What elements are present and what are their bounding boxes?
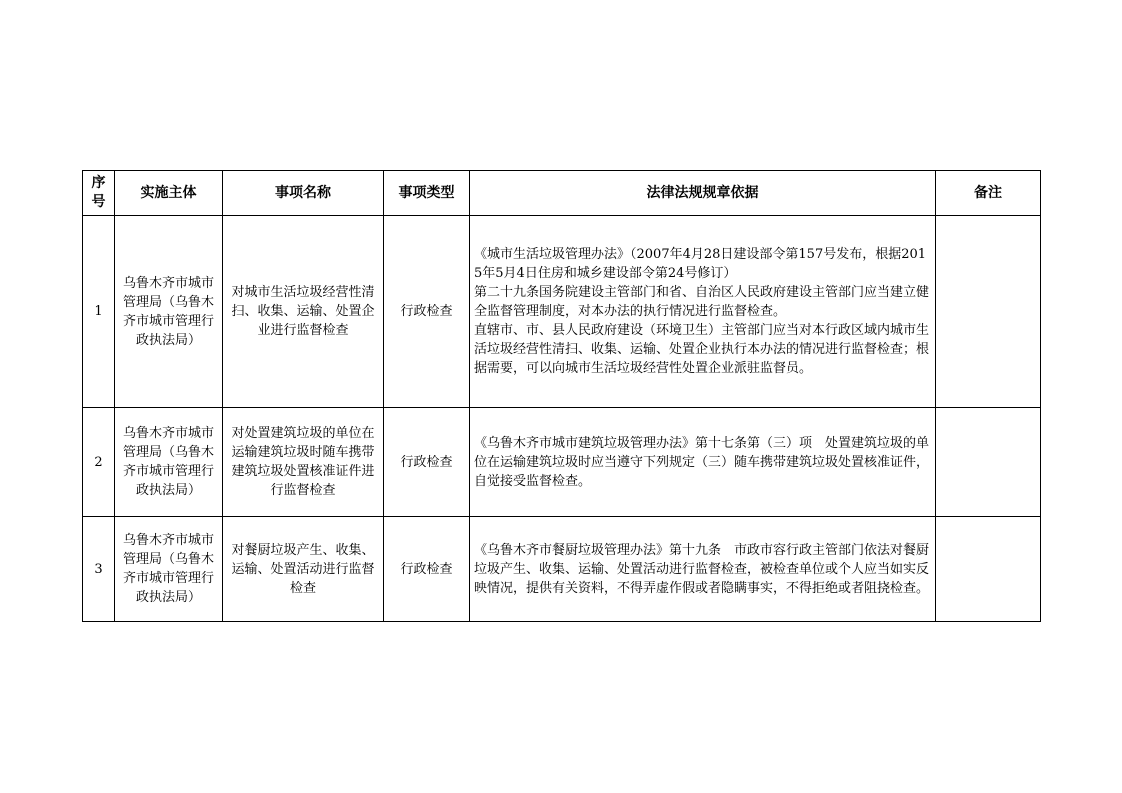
row-agency: 乌鲁木齐市城市管理局（乌鲁木齐市城市管理行政执法局）: [115, 216, 223, 408]
legal-basis-paragraph: 直辖市、市、县人民政府建设（环境卫生）主管部门应当对本行政区域内城市生活垃圾经营性清扫、收集、运输、处置企业执行本办法的情况进行监督检查；根据需要，可以向城市生活垃圾经营性处置企业派驻监督员。: [474, 323, 930, 376]
header-agency: 实施主体: [115, 171, 223, 216]
header-item-name: 事项名称: [223, 171, 384, 216]
header-item-type: 事项类型: [384, 171, 470, 216]
row-item-name: 对餐厨垃圾产生、收集、运输、处置活动进行监督检查: [223, 517, 384, 622]
row-no: 1: [83, 216, 115, 408]
row-agency: 乌鲁木齐市城市管理局（乌鲁木齐市城市管理行政执法局）: [115, 408, 223, 517]
table-header-row: [83, 171, 1041, 216]
row-no: 3: [83, 517, 115, 622]
header-remarks: 备注: [936, 171, 1041, 216]
row-item-type: 行政检查: [384, 517, 470, 622]
row-item-type: 行政检查: [384, 408, 470, 517]
row-item-name: 对处置建筑垃圾的单位在运输建筑垃圾时随车携带建筑垃圾处置核准证件进行监督检查: [223, 408, 384, 517]
inspection-items-table: [82, 170, 1041, 622]
row-legal-basis: [470, 408, 936, 517]
row-legal-basis: [470, 216, 936, 408]
legal-basis-paragraph: 《乌鲁木齐市餐厨垃圾管理办法》第十九条 市政市容行政主管部门依法对餐厨垃圾产生、收集、运输、处置活动进行监督检查，被检查单位或个人应当如实反映情况，提供有关资料，不得弄虚作假或者隐瞒事实，不得拒绝或者阻挠检查。: [474, 542, 930, 596]
legal-basis-paragraph: 第二十九条国务院建设主管部门和省、自治区人民政府建设主管部门应当建立健全监督管理制度，对本办法的执行情况进行监督检查。: [474, 285, 930, 319]
table-row: [83, 216, 1041, 408]
header-no: 序号: [83, 171, 115, 216]
row-no: 2: [83, 408, 115, 517]
row-remarks: [936, 216, 1041, 408]
row-remarks: [936, 517, 1041, 622]
row-item-name: 对城市生活垃圾经营性清扫、收集、运输、处置企业进行监督检查: [223, 216, 384, 408]
legal-basis-paragraph: 《城市生活垃圾管理办法》（2007年4月28日建设部令第157号发布，根据2015年5月4日住房和城乡建设部令第24号修订）: [474, 247, 927, 281]
row-remarks: [936, 408, 1041, 517]
row-item-type: 行政检查: [384, 216, 470, 408]
legal-basis-paragraph: 《乌鲁木齐市城市建筑垃圾管理办法》第十七条第（三）项 处置建筑垃圾的单位在运输建筑垃圾时应当遵守下列规定（三）随车携带建筑垃圾处置核准证件，自觉接受监督检查。: [474, 435, 930, 489]
table-row: [83, 517, 1041, 622]
row-legal-basis: [470, 517, 936, 622]
row-agency: 乌鲁木齐市城市管理局（乌鲁木齐市城市管理行政执法局）: [115, 517, 223, 622]
table-row: [83, 408, 1041, 517]
header-legal-basis: 法律法规规章依据: [470, 171, 936, 216]
